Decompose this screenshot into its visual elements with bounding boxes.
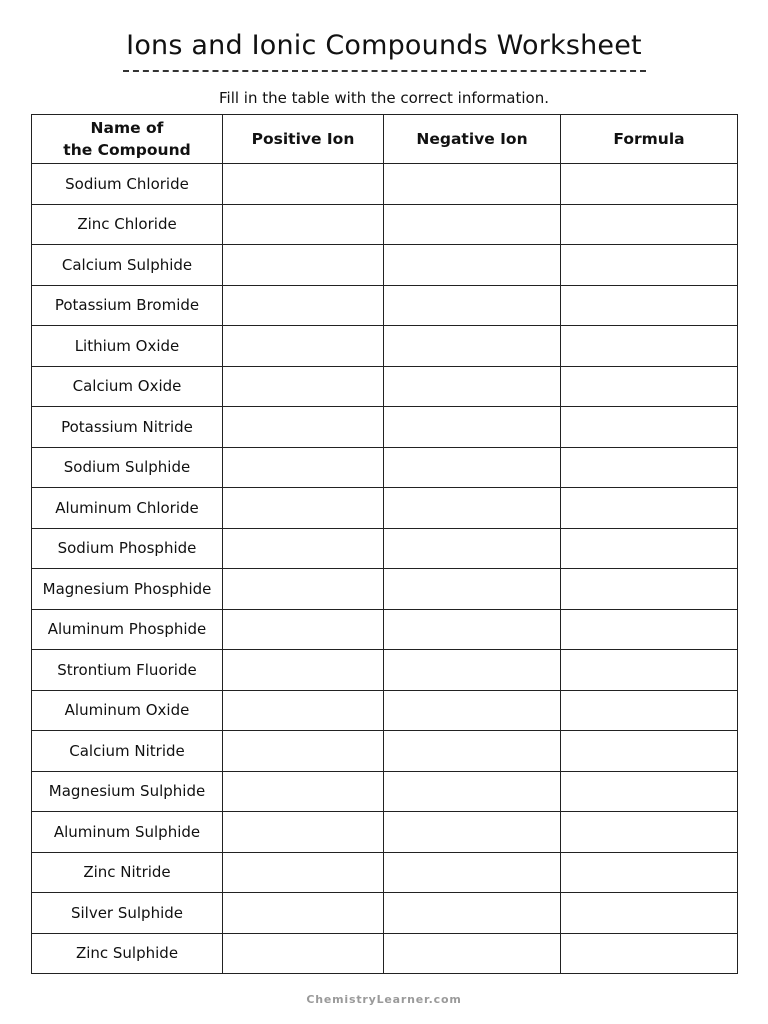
compound-name-cell: Calcium Nitride — [32, 731, 223, 772]
negative-ion-cell[interactable] — [384, 731, 561, 772]
positive-ion-cell[interactable] — [223, 528, 384, 569]
positive-ion-cell[interactable] — [223, 893, 384, 934]
compound-name-cell: Potassium Bromide — [32, 285, 223, 326]
table-header-row — [32, 115, 738, 164]
compound-name-cell: Magnesium Phosphide — [32, 569, 223, 610]
formula-cell[interactable] — [561, 690, 738, 731]
compound-name-cell: Aluminum Chloride — [32, 488, 223, 529]
compound-name-cell: Sodium Chloride — [32, 164, 223, 205]
positive-ion-cell[interactable] — [223, 812, 384, 853]
table-row — [32, 650, 738, 691]
table-row — [32, 447, 738, 488]
formula-cell[interactable] — [561, 731, 738, 772]
formula-cell[interactable] — [561, 366, 738, 407]
positive-ion-cell[interactable] — [223, 609, 384, 650]
formula-cell[interactable] — [561, 528, 738, 569]
header-name-line1: Name of — [90, 118, 164, 137]
negative-ion-cell[interactable] — [384, 326, 561, 367]
table-row — [32, 852, 738, 893]
header-negative-ion: Negative Ion — [384, 115, 561, 164]
compound-name-cell: Potassium Nitride — [32, 407, 223, 448]
footer-source: ChemistryLearner.com — [306, 993, 462, 1006]
negative-ion-cell[interactable] — [384, 569, 561, 610]
table-row — [32, 609, 738, 650]
formula-cell[interactable] — [561, 407, 738, 448]
negative-ion-cell[interactable] — [384, 285, 561, 326]
positive-ion-cell[interactable] — [223, 731, 384, 772]
table-row — [32, 366, 738, 407]
table-row — [32, 893, 738, 934]
negative-ion-cell[interactable] — [384, 528, 561, 569]
positive-ion-cell[interactable] — [223, 245, 384, 286]
positive-ion-cell[interactable] — [223, 569, 384, 610]
negative-ion-cell[interactable] — [384, 407, 561, 448]
positive-ion-cell[interactable] — [223, 326, 384, 367]
negative-ion-cell[interactable] — [384, 771, 561, 812]
compound-name-cell: Aluminum Sulphide — [32, 812, 223, 853]
negative-ion-cell[interactable] — [384, 650, 561, 691]
positive-ion-cell[interactable] — [223, 650, 384, 691]
table-row — [32, 164, 738, 205]
header-formula: Formula — [561, 115, 738, 164]
formula-cell[interactable] — [561, 326, 738, 367]
compound-name-cell: Calcium Sulphide — [32, 245, 223, 286]
compounds-table — [31, 114, 738, 974]
positive-ion-cell[interactable] — [223, 407, 384, 448]
worksheet-title: Ions and Ionic Compounds Worksheet — [126, 30, 642, 61]
formula-cell[interactable] — [561, 609, 738, 650]
positive-ion-cell[interactable] — [223, 366, 384, 407]
formula-cell[interactable] — [561, 893, 738, 934]
negative-ion-cell[interactable] — [384, 812, 561, 853]
table-row — [32, 771, 738, 812]
table-row — [32, 812, 738, 853]
table-row — [32, 285, 738, 326]
compound-name-cell: Aluminum Phosphide — [32, 609, 223, 650]
positive-ion-cell[interactable] — [223, 285, 384, 326]
table-row — [32, 407, 738, 448]
formula-cell[interactable] — [561, 285, 738, 326]
table-row — [32, 245, 738, 286]
table-row — [32, 204, 738, 245]
formula-cell[interactable] — [561, 650, 738, 691]
table-row — [32, 569, 738, 610]
compound-name-cell: Calcium Oxide — [32, 366, 223, 407]
positive-ion-cell[interactable] — [223, 204, 384, 245]
header-name-line2: the Compound — [63, 141, 191, 159]
table-row — [32, 528, 738, 569]
formula-cell[interactable] — [561, 812, 738, 853]
table-body — [32, 164, 738, 974]
compound-name-cell: Aluminum Oxide — [32, 690, 223, 731]
negative-ion-cell[interactable] — [384, 690, 561, 731]
header-positive-ion: Positive Ion — [223, 115, 384, 164]
positive-ion-cell[interactable] — [223, 771, 384, 812]
compound-name-cell: Lithium Oxide — [32, 326, 223, 367]
negative-ion-cell[interactable] — [384, 852, 561, 893]
negative-ion-cell[interactable] — [384, 366, 561, 407]
compound-name-cell: Sodium Phosphide — [32, 528, 223, 569]
instructions-text: Fill in the table with the correct information. — [219, 89, 549, 107]
table-row — [32, 488, 738, 529]
compound-name-cell: Magnesium Sulphide — [32, 771, 223, 812]
title-dashed-underline — [123, 70, 646, 72]
negative-ion-cell[interactable] — [384, 609, 561, 650]
negative-ion-cell[interactable] — [384, 893, 561, 934]
positive-ion-cell[interactable] — [223, 933, 384, 974]
positive-ion-cell[interactable] — [223, 852, 384, 893]
compound-name-cell: Zinc Chloride — [32, 204, 223, 245]
formula-cell[interactable] — [561, 447, 738, 488]
formula-cell[interactable] — [561, 852, 738, 893]
table-row — [32, 731, 738, 772]
formula-cell[interactable] — [561, 569, 738, 610]
negative-ion-cell[interactable] — [384, 488, 561, 529]
formula-cell[interactable] — [561, 933, 738, 974]
negative-ion-cell[interactable] — [384, 164, 561, 205]
positive-ion-cell[interactable] — [223, 164, 384, 205]
formula-cell[interactable] — [561, 204, 738, 245]
compound-name-cell: Strontium Fluoride — [32, 650, 223, 691]
positive-ion-cell[interactable] — [223, 690, 384, 731]
table-row — [32, 690, 738, 731]
table-row — [32, 326, 738, 367]
compound-name-cell: Zinc Nitride — [32, 852, 223, 893]
formula-cell[interactable] — [561, 771, 738, 812]
compound-name-cell: Silver Sulphide — [32, 893, 223, 934]
negative-ion-cell[interactable] — [384, 245, 561, 286]
header-name-of-compound — [32, 115, 223, 164]
table-row — [32, 933, 738, 974]
formula-cell[interactable] — [561, 488, 738, 529]
compound-name-cell: Zinc Sulphide — [32, 933, 223, 974]
negative-ion-cell[interactable] — [384, 447, 561, 488]
formula-cell[interactable] — [561, 164, 738, 205]
positive-ion-cell[interactable] — [223, 447, 384, 488]
negative-ion-cell[interactable] — [384, 933, 561, 974]
formula-cell[interactable] — [561, 245, 738, 286]
positive-ion-cell[interactable] — [223, 488, 384, 529]
negative-ion-cell[interactable] — [384, 204, 561, 245]
compound-name-cell: Sodium Sulphide — [32, 447, 223, 488]
